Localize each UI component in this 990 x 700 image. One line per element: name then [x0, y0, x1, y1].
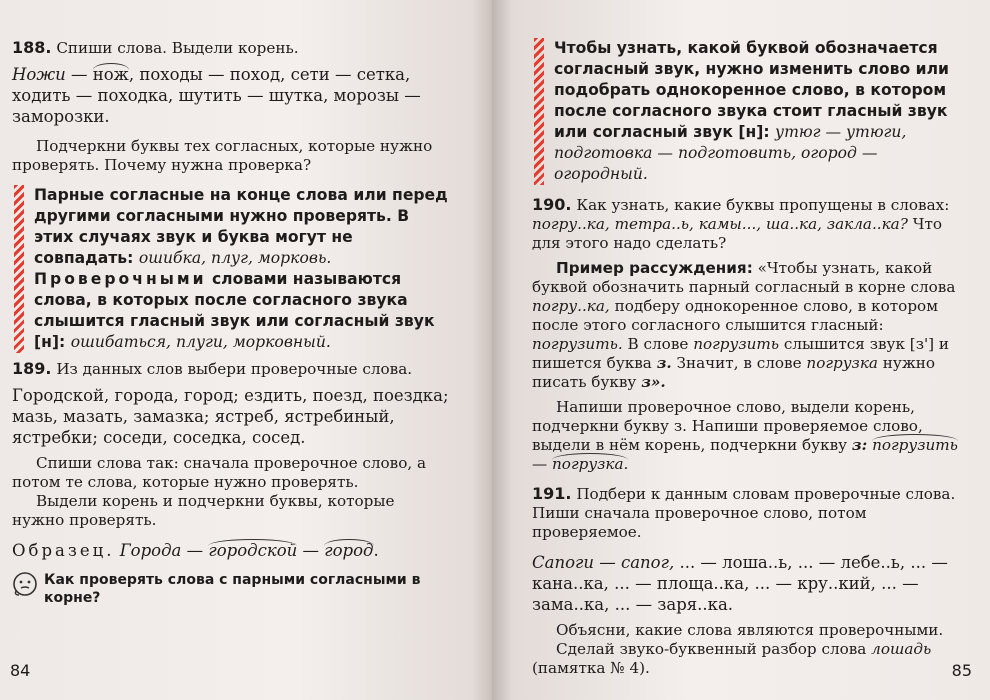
exercise-instruction: Спиши слова. Выдели корень.: [56, 39, 299, 57]
exercise-188-task: Подчеркни буквы тех согласных, которые нужно проверять. Почему нужна проверка?: [12, 137, 433, 174]
reasoning-word: погрузка: [806, 354, 878, 372]
rule-paragraph: [34, 269, 450, 353]
word: нож: [92, 65, 129, 84]
exercise-189-words: Городской, города, город; ездить, поезд, поездка; мазь, мазать, замазка; ястреб, ястребиный, ястребки; соседи, соседка, сосед.: [12, 386, 449, 447]
exercise-188-words: [12, 64, 450, 127]
exercise-189-title: [12, 359, 450, 379]
task-text: Напиши проверочное слово, выдели корень, подчеркни букву з. Напиши проверяемое слово, выдели в нём корень, подчеркни букву: [532, 398, 923, 454]
rule-examples: ошибаться, плуги, морковный.: [70, 333, 331, 351]
exercise-191-task: [532, 640, 968, 678]
task-text: Сделай звуко-буквенный разбор слова: [556, 640, 867, 658]
rule-paragraph: [554, 38, 968, 185]
reasoning-label: Пример рассуждения:: [556, 259, 753, 277]
sample-label: Образец.: [12, 541, 115, 560]
exercise-189-sample: Образец. Города — городской — город.: [12, 541, 379, 560]
exercise-number: 191.: [532, 484, 572, 503]
reasoning-text: подберу однокоренное слово, в котором после этого согласного слышится гласный:: [532, 297, 939, 334]
rule-text: словами называются слова, в которых после согласного звука слышится гласный звук или согласный звук [н]:: [34, 270, 435, 351]
rule-marker: [534, 38, 544, 185]
left-page: [0, 0, 492, 700]
exercise-189-task: Выдели корень и подчеркни буквы, которые нужно проверять.: [12, 492, 395, 529]
rule-examples: утюг — утюги, подготовка — подготовить, огород — огородный.: [554, 123, 907, 183]
reasoning-text: Значит, в слове: [676, 354, 802, 372]
exercise-191-words: [532, 552, 968, 615]
task-example: погрузить: [872, 436, 958, 454]
exercise-191-task: Объясни, какие слова являются проверочными.: [556, 621, 944, 639]
task-example: погрузка.: [552, 455, 629, 473]
dash: —: [302, 541, 320, 560]
sample-word: город: [324, 541, 374, 560]
rule-marker: [14, 185, 24, 353]
exercise-instruction: Подбери к данным словам проверочные слова. Пиши сначала проверочное слово, потом проверяемое.: [532, 485, 956, 541]
exercise-instruction: Из данных слов выбери проверочные слова.: [56, 360, 413, 378]
rule-box: [12, 185, 450, 353]
reasoning-text: слышится звук [з'] и пишется буква: [532, 335, 950, 372]
example-pair: Сапоги — сапог,: [532, 553, 675, 572]
word: Ножи: [12, 65, 66, 84]
reasoning-text: нужно писать букву: [532, 354, 936, 391]
page-number: 84: [10, 661, 31, 680]
reasoning-word: погрузить.: [532, 335, 623, 353]
rule-box: [532, 38, 968, 185]
page-number: 85: [951, 661, 972, 680]
exercise-190-title: [532, 195, 968, 253]
task-letter: з:: [851, 436, 868, 454]
reasoning-letter: з.: [656, 354, 672, 372]
reasoning-text: «Чтобы узнать, какой буквой обозначить парный согласный в корне слова: [532, 259, 956, 296]
rule-text: Чтобы узнать, какой буквой обозначается согласный звук, нужно изменить слово или подобрать однокоренное слово, в котором после согласного звука стоит гласный звук или согласный звук [н]:: [554, 39, 949, 141]
reasoning-word: погру..ка,: [532, 297, 610, 315]
rule-text: Парные согласные на конце слова или перед другими согласными нужно проверять. В этих случаях звук и буква могут не совпадать:: [34, 186, 448, 267]
exercise-number: 189.: [12, 359, 52, 378]
rule-term: Проверочными: [34, 270, 207, 288]
exercise-instruction: Что для этого надо сделать?: [532, 215, 942, 252]
task-text: (памятка № 4).: [532, 659, 650, 677]
question-block: [12, 571, 450, 607]
reasoning-text: В слове: [627, 335, 689, 353]
sample-word: городской: [208, 541, 298, 560]
exercise-189-task: Спиши слова так: сначала проверочное слово, а потом те слова, которые нужно проверять.: [12, 454, 427, 491]
thinking-face-icon: [12, 571, 38, 597]
question-text: Как проверять слова с парными согласными в корне?: [44, 572, 421, 606]
word-list: ... — лоша..ь, ... — лебе..ь, ... — кана..ка, ... — площа..ка, ... — кру..кий, ... — зама..ка, ... — заря..ка.: [532, 553, 948, 614]
task-word: лошадь: [871, 640, 932, 658]
exercise-number: 188.: [12, 38, 52, 57]
exercise-190-reasoning: [532, 259, 968, 392]
rule-examples: ошибка, плуг, морковь.: [138, 249, 332, 267]
dash: —: [70, 65, 88, 84]
right-page: [492, 0, 990, 700]
dash: —: [186, 541, 204, 560]
reasoning-letter: з».: [641, 373, 666, 391]
exercise-190-task: Напиши проверочное слово, выдели корень, подчеркни букву з. Напиши проверяемое слово, выдели в нём корень, подчеркни букву з: погрузить — погрузка.: [532, 398, 958, 473]
sample-word: Города: [119, 541, 182, 560]
exercise-words: погру..ка, тетра..ь, камы..., ша..ка, закла..ка?: [532, 215, 908, 233]
exercise-188-title: [12, 38, 450, 58]
reasoning-word: погрузить: [693, 335, 780, 353]
rule-paragraph: [34, 185, 450, 269]
exercise-number: 190.: [532, 195, 572, 214]
exercise-191-title: [532, 484, 968, 542]
exercise-instruction: Как узнать, какие буквы пропущены в словах:: [576, 196, 950, 214]
word-list: , походы — поход, сети — сетка, ходить — походка, шутить — шутка, морозы — заморозки.: [12, 65, 421, 126]
